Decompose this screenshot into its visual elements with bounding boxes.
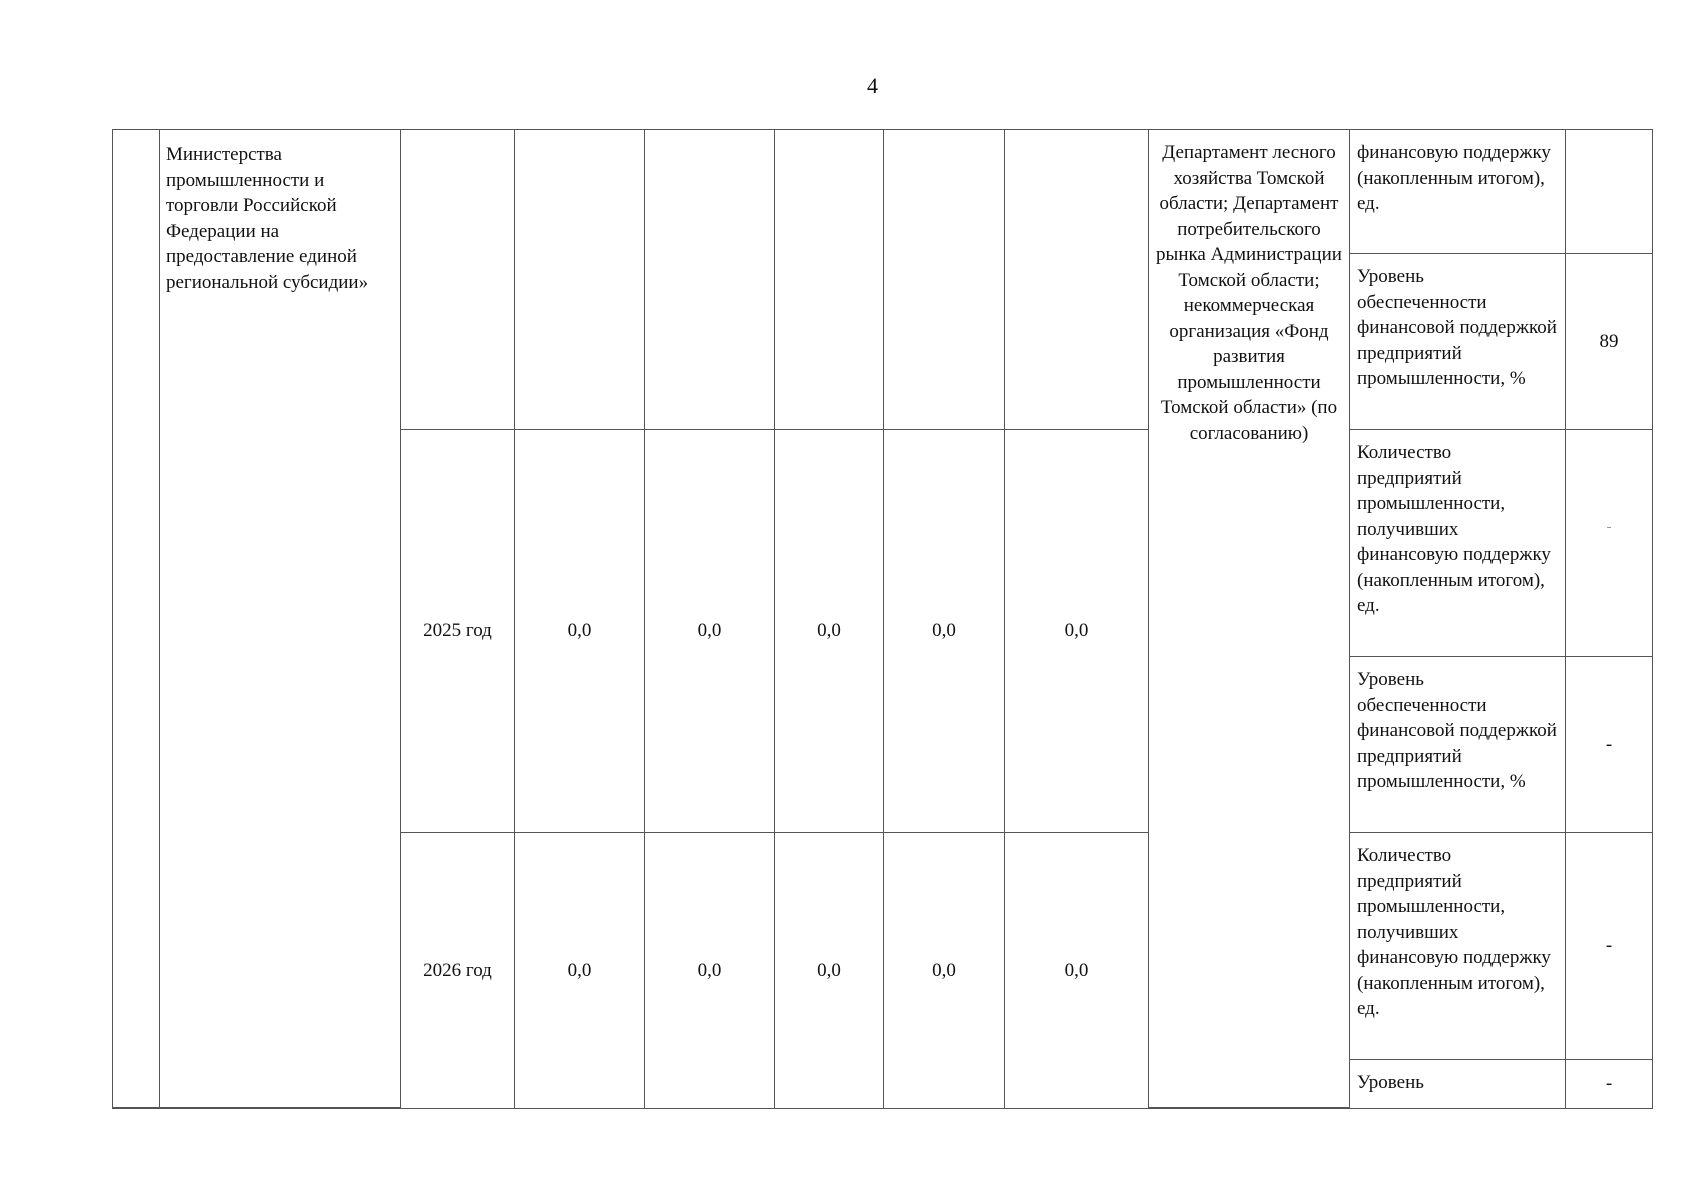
- measure-name-text: Министерства промышленности и торговли Российской Федерации на предоставление единой региональной субсидии»: [166, 144, 369, 293]
- year-label: 2025 год: [423, 620, 492, 642]
- amount-cell-empty: [515, 130, 645, 430]
- amount-cell: [1005, 833, 1149, 1108]
- indicator-value-cell: [1566, 657, 1652, 833]
- indicator-cell: [1350, 130, 1566, 254]
- indicator-value: -: [1605, 935, 1613, 957]
- budget-table: [112, 129, 1653, 1109]
- amount-value: 0,0: [697, 620, 722, 642]
- year-cell-empty: [401, 130, 515, 430]
- indicator-value-cell: [1566, 833, 1652, 1060]
- indicator-value: 89: [1599, 330, 1619, 352]
- indicator-text: Количество предприятий промышленности, получивших финансовую поддержку (накопленным итогом), ед.: [1357, 845, 1551, 1019]
- page-number: 4: [867, 73, 878, 98]
- indicator-cell: [1350, 430, 1566, 657]
- amount-value: 0,0: [932, 620, 956, 642]
- indicator-value: -: [1605, 1073, 1613, 1095]
- amount-value: 0,0: [567, 959, 592, 981]
- responsible-departments-text: Департамент лесного хозяйства Томской области; Департамент потребительского рынка Администрации Томской области; некоммерческая организация «Фонд развития промышленности Томской области» (по согласованию): [1156, 142, 1342, 444]
- amount-value: 0,0: [567, 620, 592, 642]
- amount-cell: [515, 430, 645, 833]
- indicator-text: финансовую поддержку (накопленным итогом), ед.: [1357, 142, 1551, 214]
- indicator-value-cell: [1566, 130, 1652, 254]
- indicator-text: Количество предприятий промышленности, получивших финансовую поддержку (накопленным итогом), ед.: [1357, 442, 1551, 616]
- year-cell: [401, 430, 515, 833]
- amount-cell: [775, 833, 884, 1108]
- amount-cell: [645, 430, 775, 833]
- amount-cell-empty: [645, 130, 775, 430]
- indicator-value-cell: [1566, 1060, 1652, 1108]
- indicator-value: -: [1605, 733, 1613, 755]
- amount-cell: [884, 833, 1005, 1108]
- responsible-departments-cell: [1149, 130, 1350, 1108]
- amount-cell: [515, 833, 645, 1108]
- indicator-value: -: [1606, 519, 1612, 535]
- indicator-cell: [1350, 1060, 1566, 1108]
- amount-value: 0,0: [817, 959, 841, 981]
- year-cell: [401, 833, 515, 1108]
- indicator-cell: [1350, 254, 1566, 430]
- amount-cell: [645, 833, 775, 1108]
- indicator-value-cell: [1566, 254, 1652, 430]
- amount-cell-empty: [1005, 130, 1149, 430]
- amount-cell-empty: [775, 130, 884, 430]
- amount-value: 0,0: [817, 620, 841, 642]
- indicator-cell: [1350, 657, 1566, 833]
- indicator-text: Уровень обеспеченности финансовой поддержкой предприятий промышленности, %: [1357, 669, 1557, 792]
- amount-cell: [884, 430, 1005, 833]
- amount-value: 0,0: [697, 959, 722, 981]
- indicator-cell: [1350, 833, 1566, 1060]
- amount-value: 0,0: [1064, 959, 1089, 981]
- amount-cell-empty: [884, 130, 1005, 430]
- measure-name-cell: [160, 130, 401, 1108]
- indicator-text: Уровень обеспеченности финансовой поддержкой предприятий промышленности, %: [1357, 266, 1557, 389]
- amount-cell: [1005, 430, 1149, 833]
- indicator-value-cell: [1566, 430, 1652, 657]
- amount-value: 0,0: [1064, 620, 1089, 642]
- indicator-text: Уровень: [1357, 1072, 1424, 1093]
- amount-cell: [775, 430, 884, 833]
- year-label: 2026 год: [423, 959, 492, 981]
- amount-value: 0,0: [932, 959, 956, 981]
- row-number-cell: [113, 130, 160, 1108]
